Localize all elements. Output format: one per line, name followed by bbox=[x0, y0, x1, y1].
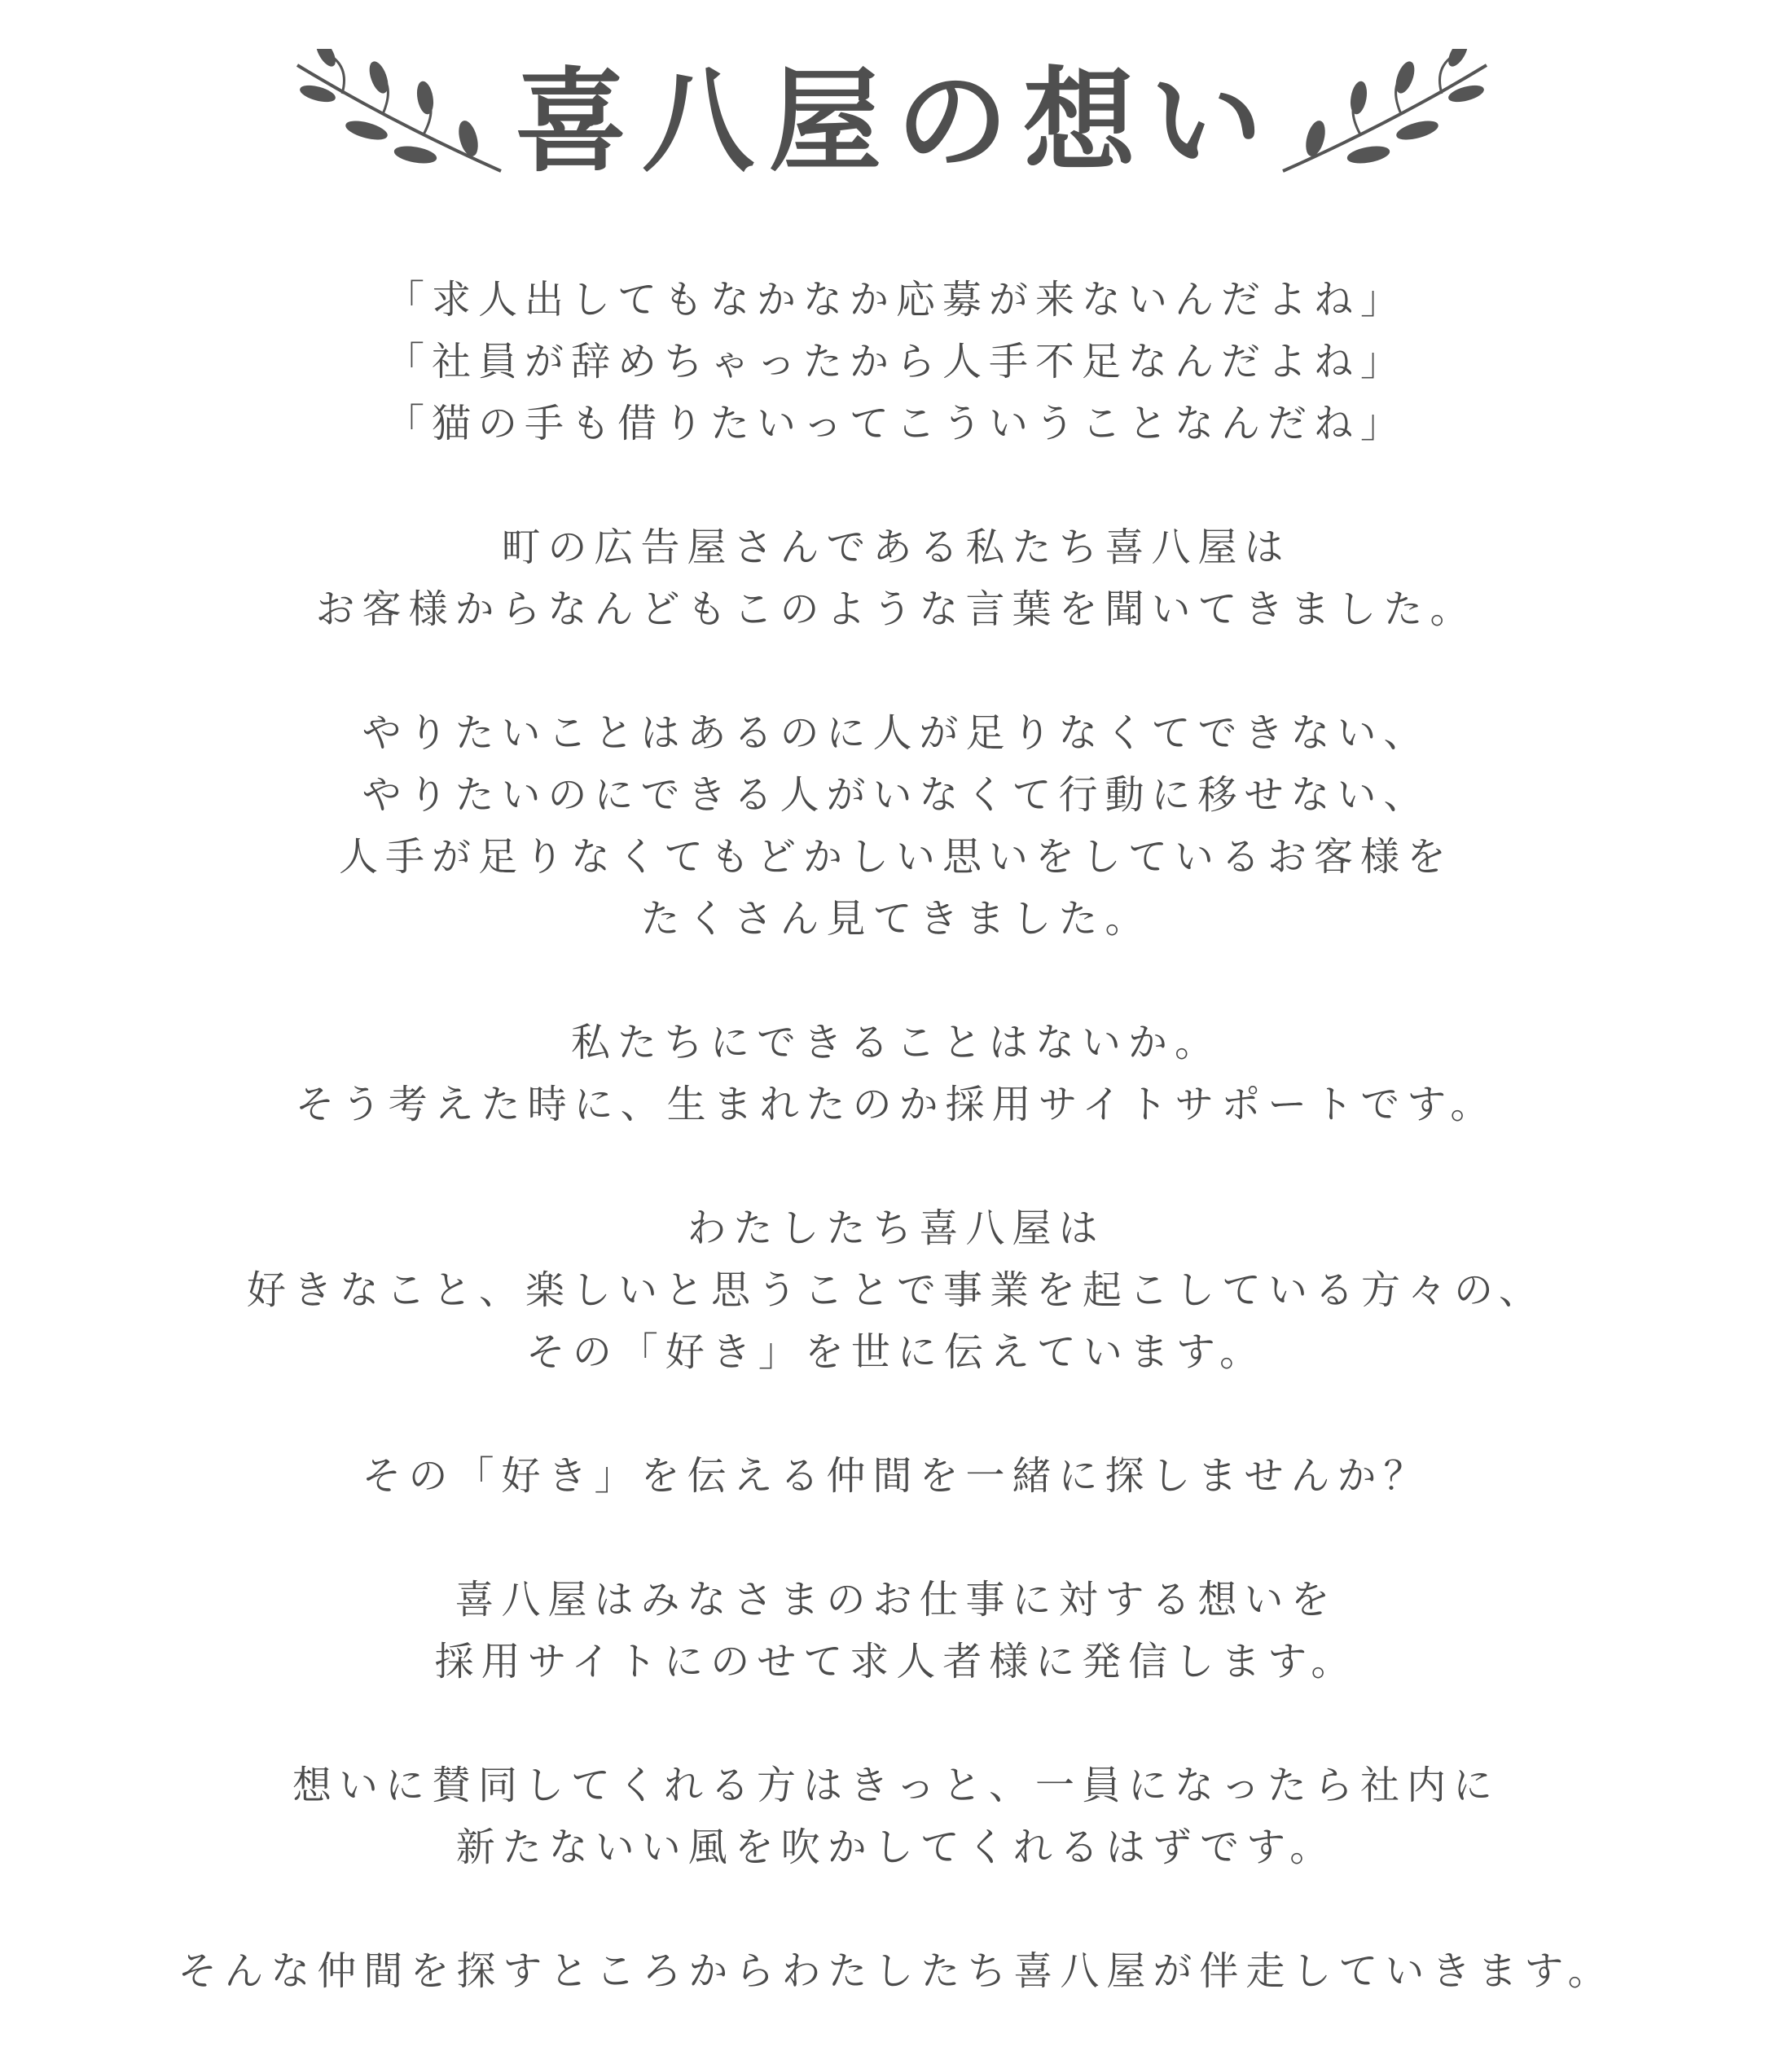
text-line: わたしたち喜八屋は bbox=[687, 1205, 1105, 1251]
text-line: 「社員が辞めちゃったから人手不足なんだよね」 bbox=[384, 339, 1407, 384]
closing-paragraph bbox=[0, 1940, 1792, 2002]
page-header bbox=[0, 33, 1792, 195]
text-line: その「好き」を伝える仲間を一緒に探しませんか？ bbox=[362, 1453, 1430, 1499]
text-line: そう考えた時に、生まれたのか採用サイトサポートです。 bbox=[295, 1082, 1497, 1127]
text-line: そんな仲間を探すところからわたしたち喜八屋が伴走していきます。 bbox=[178, 1948, 1614, 1994]
text-line: 「猫の手も借りたいってこういうことなんだね」 bbox=[384, 401, 1407, 446]
text-line: 私たちにできることはないか。 bbox=[570, 1020, 1221, 1065]
quote-paragraph bbox=[0, 269, 1792, 455]
message-body bbox=[0, 269, 1792, 2064]
text-paragraph bbox=[0, 1012, 1792, 1135]
text-line: 町の広告屋さんである私たち喜八屋は bbox=[501, 525, 1291, 570]
text-paragraph bbox=[0, 1445, 1792, 1507]
text-line: たくさん見てきました。 bbox=[640, 896, 1152, 942]
text-line: やりたいのにできる人がいなくて行動に移せない、 bbox=[362, 772, 1430, 818]
text-line: 好きなこと、楽しいと思うことで事業を起こしている方々の、 bbox=[246, 1267, 1546, 1313]
text-line: 人手が足りなくてもどかしい思いをしているお客様を bbox=[338, 834, 1453, 880]
leaf-sprig-icon bbox=[1279, 49, 1491, 187]
page-title: 喜八屋の想い bbox=[514, 56, 1277, 187]
text-line: 採用サイトにのせて求人者様に発信します。 bbox=[434, 1639, 1358, 1684]
text-line: 喜八屋はみなさまのお仕事に対する想いを bbox=[455, 1577, 1337, 1623]
text-paragraph bbox=[0, 1197, 1792, 1383]
text-paragraph bbox=[0, 1569, 1792, 1693]
text-line: 「求人出してもなかなか応募が来ないんだよね」 bbox=[384, 277, 1407, 323]
text-line: 新たないい風を吹かしてくれるはずです。 bbox=[455, 1825, 1337, 1870]
text-line: 想いに賛同してくれる方はきっと、一員になったら社内に bbox=[292, 1763, 1500, 1808]
text-line: お客様からなんどもこのような言葉を聞いてきました。 bbox=[315, 586, 1477, 632]
text-line: その「好き」を世に伝えています。 bbox=[525, 1329, 1267, 1375]
text-line: やりたいことはあるのに人が足りなくてできない、 bbox=[362, 710, 1430, 756]
text-paragraph bbox=[0, 702, 1792, 950]
text-paragraph bbox=[0, 1754, 1792, 1878]
text-paragraph bbox=[0, 516, 1792, 640]
